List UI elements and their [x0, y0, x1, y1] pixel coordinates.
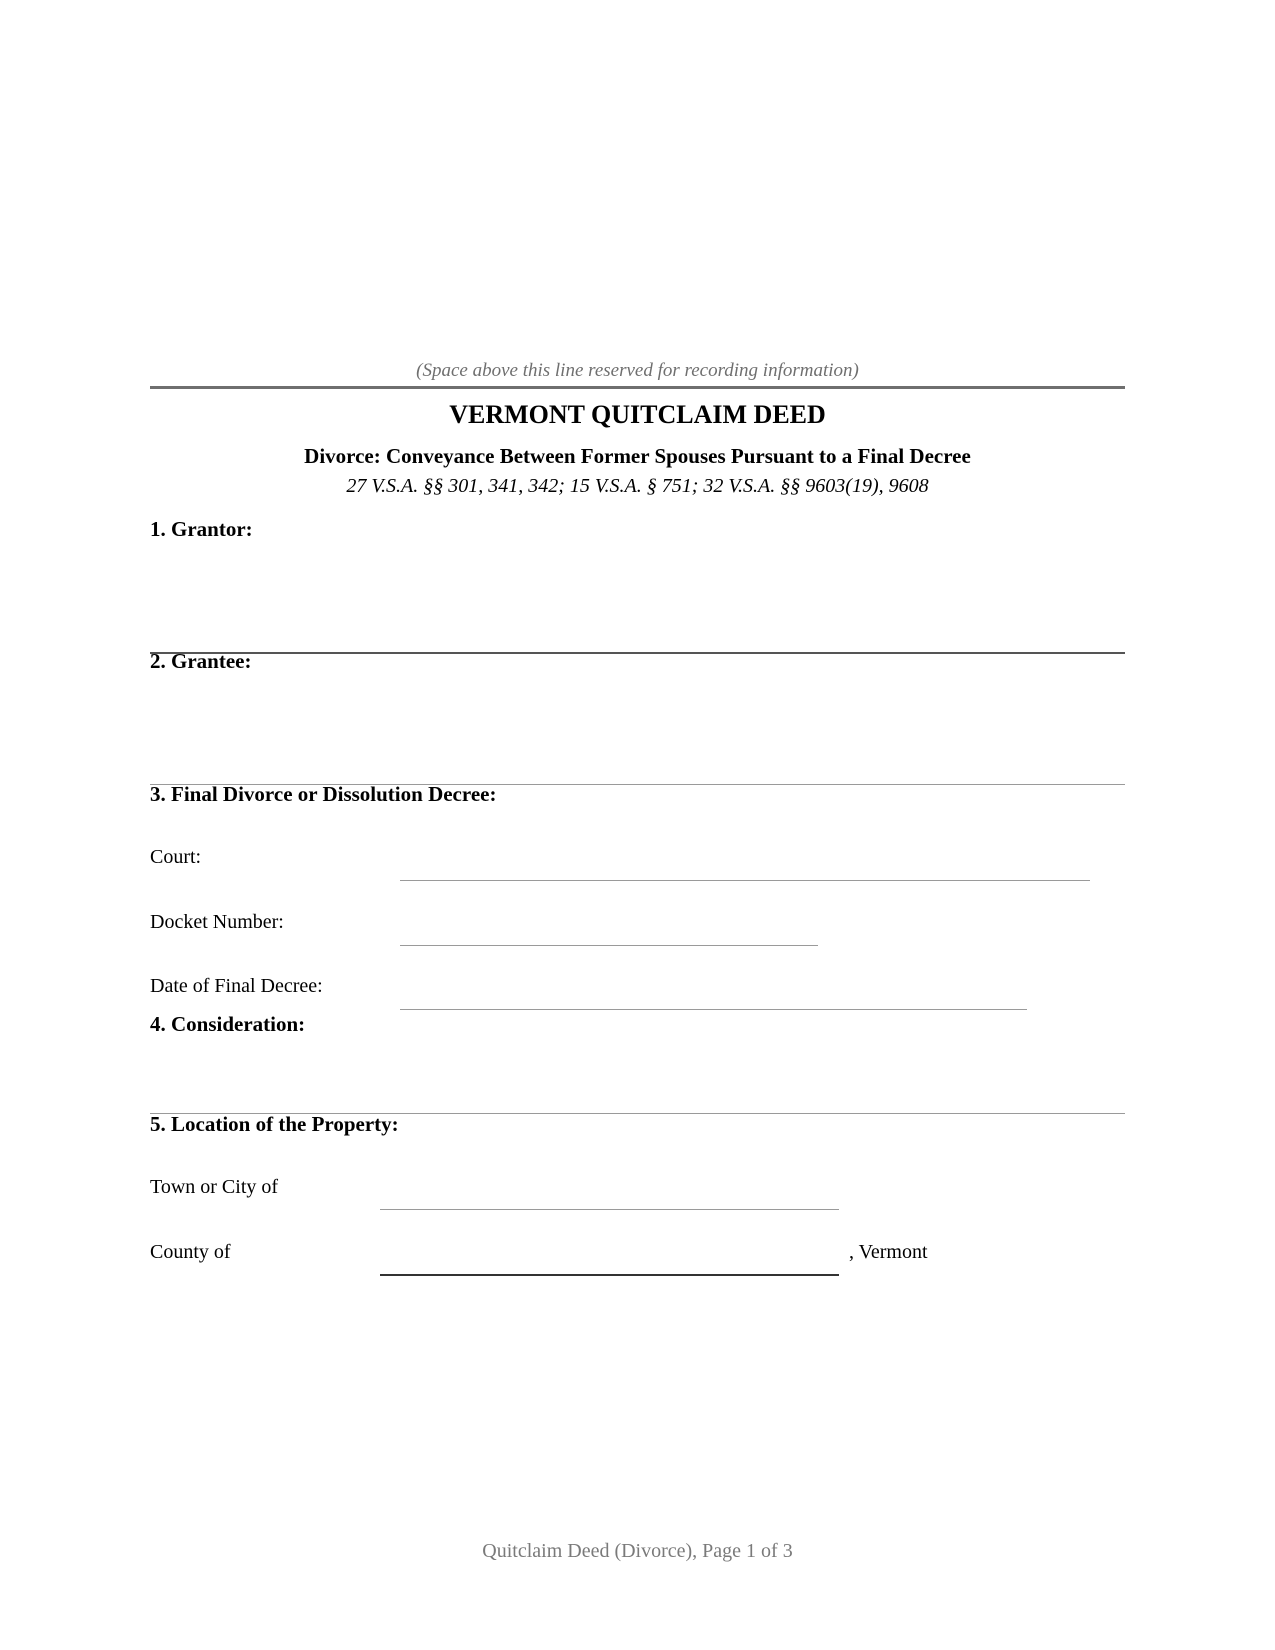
grantee-heading: 2. Grantee:: [150, 649, 252, 673]
decree-date-underline: [400, 1009, 1027, 1010]
court-label: Court:: [150, 846, 202, 868]
grantor-underline: [150, 652, 1125, 654]
decree-heading: 3. Final Divorce or Dissolution Decree:: [150, 782, 497, 806]
recording-space-note: (Space above this line reserved for recording information): [416, 360, 859, 381]
docket-number-label: Docket Number:: [150, 911, 284, 933]
town-field[interactable]: [380, 1176, 839, 1210]
grantor-heading: 1. Grantor:: [150, 517, 253, 541]
docket-number-underline: [400, 945, 818, 946]
grantor-field[interactable]: [150, 545, 1125, 645]
page-title: VERMONT QUITCLAIM DEED: [449, 400, 826, 429]
town-underline: [380, 1209, 839, 1210]
county-field[interactable]: [380, 1241, 839, 1275]
consideration-field[interactable]: [150, 1040, 1125, 1110]
recording-divider: [150, 386, 1125, 389]
consideration-heading: 4. Consideration:: [150, 1012, 306, 1036]
page-footer: Quitclaim Deed (Divorce), Page 1 of 3: [482, 1540, 793, 1562]
page-subtitle: Divorce: Conveyance Between Former Spouses Pursuant to a Final Decree: [304, 444, 971, 468]
county-label: County of: [150, 1241, 231, 1263]
court-underline: [400, 880, 1090, 881]
statute-citation: 27 V.S.A. §§ 301, 341, 342; 15 V.S.A. § 751; 32 V.S.A. §§ 9603(19), 9608: [346, 475, 929, 497]
location-heading: 5. Location of the Property:: [150, 1112, 399, 1136]
state-suffix: , Vermont: [849, 1241, 928, 1263]
grantee-field[interactable]: [150, 678, 1125, 778]
town-label: Town or City of: [150, 1176, 279, 1198]
decree-date-label: Date of Final Decree:: [150, 975, 323, 997]
docket-number-field[interactable]: [400, 911, 818, 945]
decree-date-field[interactable]: [400, 975, 1027, 1009]
county-underline: [380, 1274, 839, 1276]
court-field[interactable]: [400, 846, 1090, 880]
